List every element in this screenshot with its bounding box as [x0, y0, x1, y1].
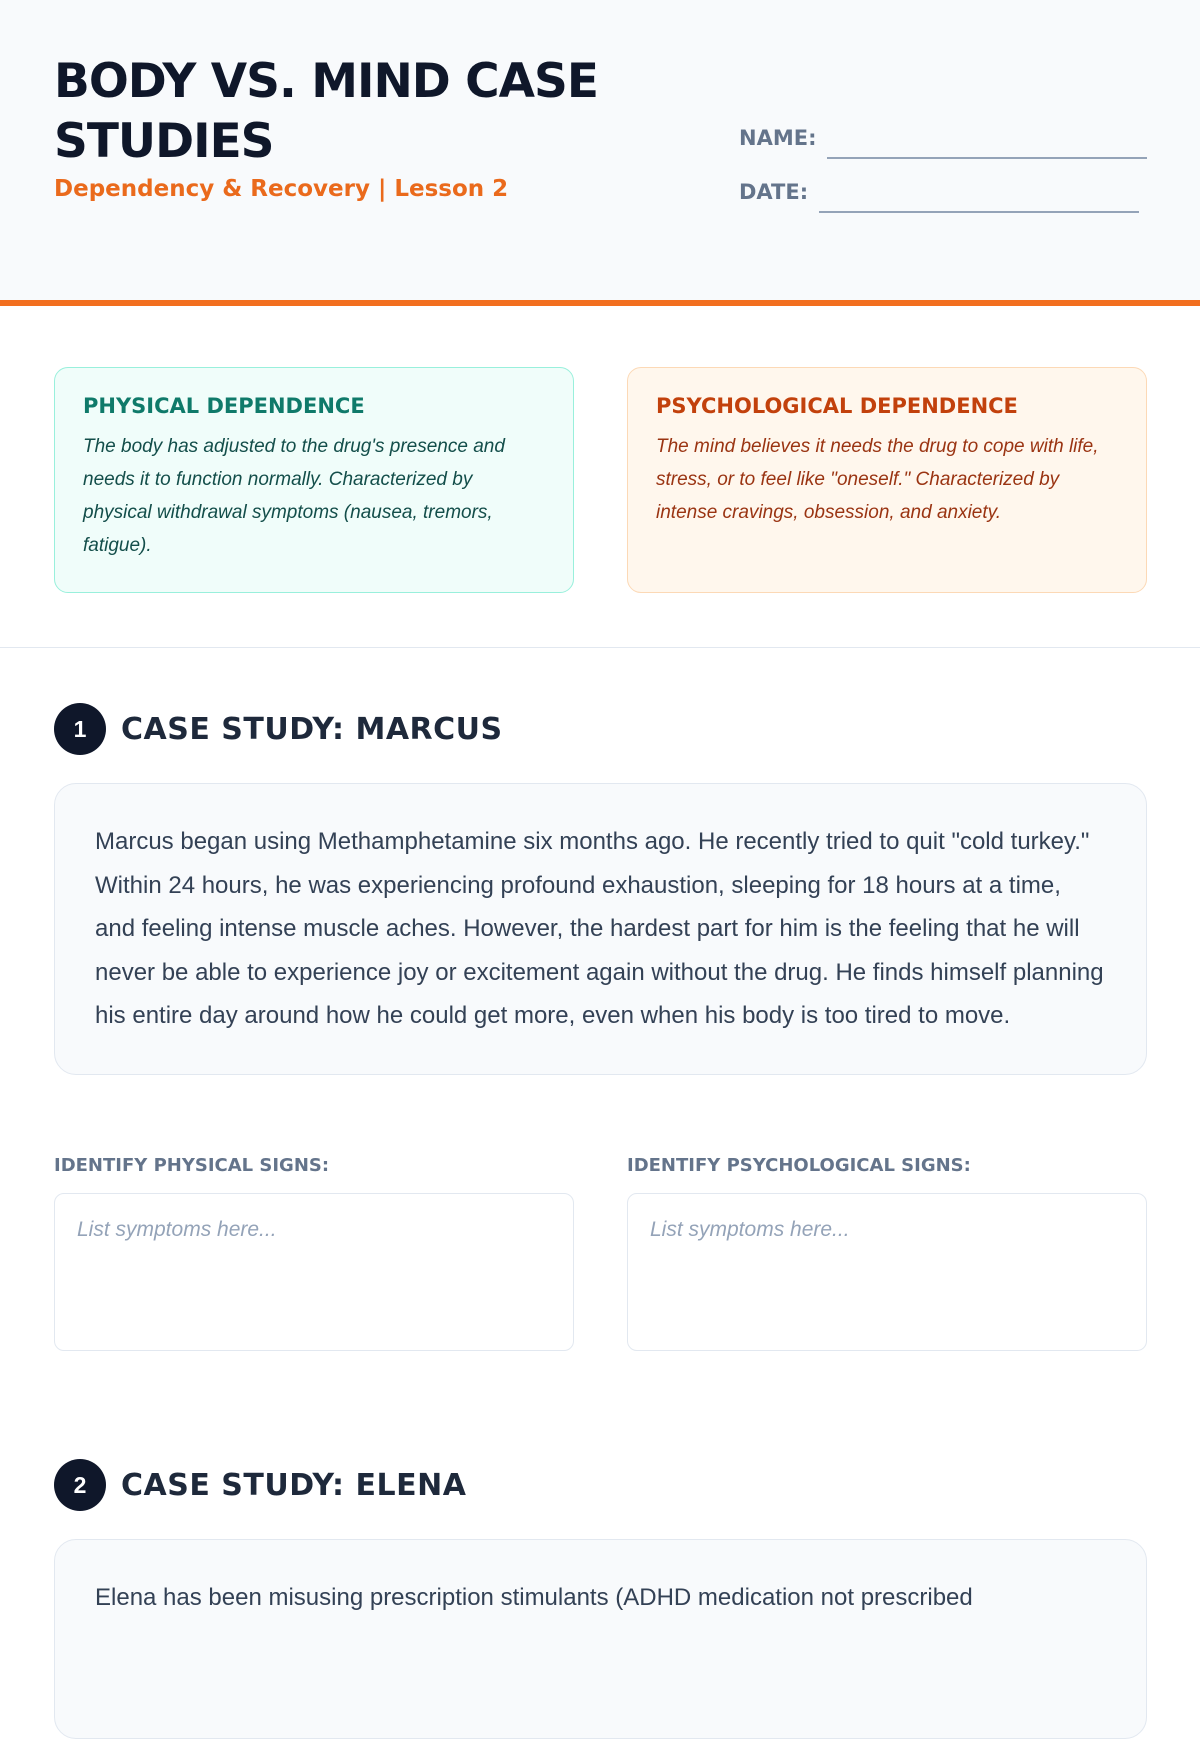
physical-dependence-card — [54, 367, 574, 593]
name-field[interactable] — [827, 157, 1147, 159]
section-divider — [0, 647, 1200, 648]
worksheet-title: BODY VS. MIND CASE STUDIES — [54, 54, 599, 169]
date-label: DATE: — [739, 180, 809, 204]
case-title: CASE STUDY: MARCUS — [121, 711, 503, 747]
case-title: CASE STUDY: ELENA — [121, 1467, 467, 1503]
psychological-dependence-card — [627, 367, 1147, 593]
date-field[interactable] — [819, 211, 1139, 213]
psychological-signs-label: IDENTIFY PSYCHOLOGICAL SIGNS: — [627, 1155, 971, 1176]
psychological-signs-input[interactable] — [627, 1193, 1147, 1351]
lesson-subtitle: Dependency & Recovery | Lesson 2 — [54, 176, 509, 202]
case-story-card — [54, 1539, 1147, 1739]
case-number-badge: 1 — [54, 703, 106, 755]
case-header-elena — [54, 1459, 466, 1511]
physical-signs-label: IDENTIFY PHYSICAL SIGNS: — [54, 1155, 330, 1176]
psychological-dependence-title: PSYCHOLOGICAL DEPENDENCE — [656, 394, 1018, 418]
physical-dependence-text: The body has adjusted to the drug's presence and needs it to function normally. Characterized by physical withdrawal symptoms (nausea, tremors, fatigue). — [83, 436, 505, 556]
case-story-card — [54, 783, 1147, 1075]
case-header-marcus — [54, 703, 503, 755]
physical-dependence-title: PHYSICAL DEPENDENCE — [83, 394, 365, 418]
physical-signs-input[interactable] — [54, 1193, 574, 1351]
case-story-text: Marcus began using Methamphetamine six months ago. He recently tried to quit "cold turkey." Within 24 hours, he was experiencing profound exhaustion, sleeping for 18 hours at a time, and feeling intense muscle aches. However, the hardest part for him is the feeling that he will never be able to experience joy or excitement again without the drug. He finds himself planning his entire day around how he could get more, even when his body is too tired to move. — [95, 828, 1104, 1029]
worksheet-header — [0, 0, 1200, 306]
case-number-badge: 2 — [54, 1459, 106, 1511]
case-story-text: Elena has been misusing prescription stimulants (ADHD medication not prescribed — [95, 1584, 973, 1611]
name-label: NAME: — [739, 126, 817, 150]
psychological-dependence-text: The mind believes it needs the drug to cope with life, stress, or to feel like "oneself." Characterized by intense cravings, obsession, and anxiety. — [656, 436, 1099, 523]
